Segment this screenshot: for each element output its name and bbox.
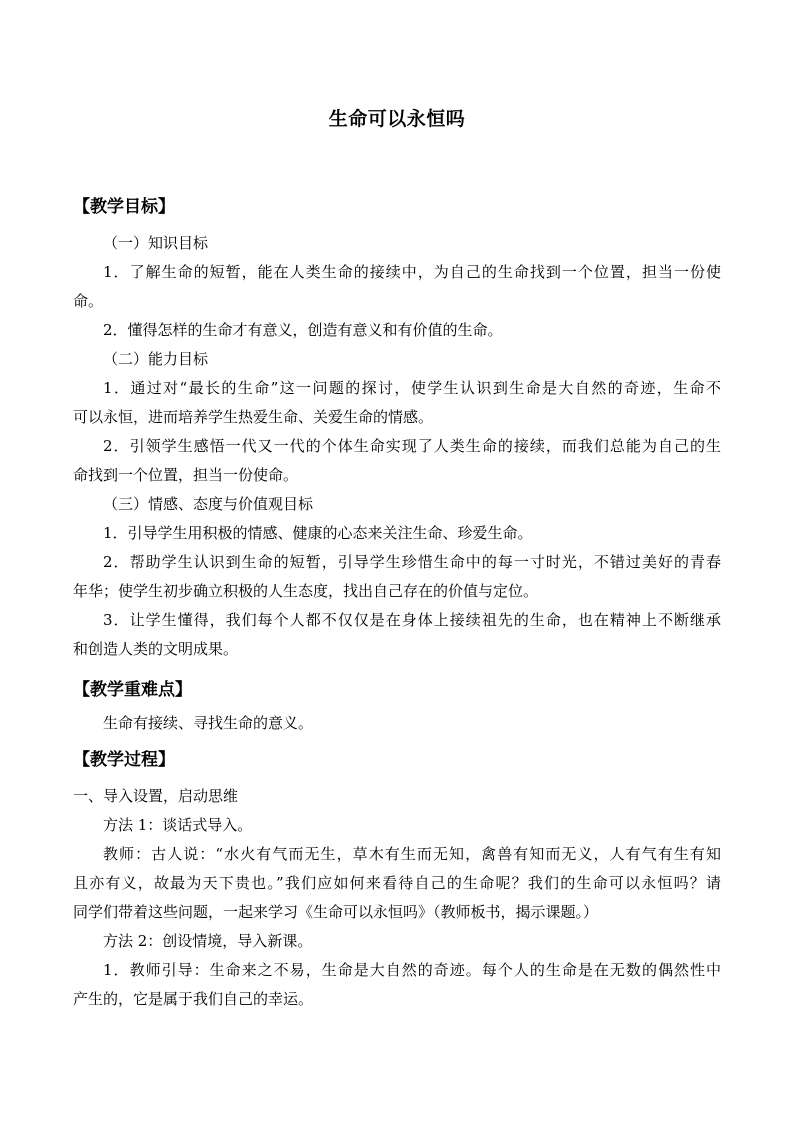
- paragraph-line: 1．教师引导：生命来之不易，生命是大自然的奇迹。每个人的生命是在无数的偶然性中: [103, 961, 721, 979]
- paragraph-line: 1．了解生命的短暂，能在人类生命的接续中，为自己的生命找到一个位置，担当一份使: [103, 263, 721, 281]
- section-heading-objectives: 【教学目标】: [73, 197, 175, 217]
- paragraph-line: 和创造人类的文明成果。: [73, 640, 239, 658]
- page-title: 生命可以永恒吗: [328, 108, 466, 130]
- subheading-ability: （二）能力目标: [103, 350, 209, 368]
- paragraph-line: 3．让学生懂得，我们每个人都不仅仅是在身体上接续祖先的生命，也在精神上不断继承: [103, 611, 721, 629]
- paragraph-line: 1．通过对“最长的生命”这一问题的探讨，使学生认识到生命是大自然的奇迹，生命不: [103, 379, 721, 397]
- subheading-values: （三）情感、态度与价值观目标: [103, 495, 314, 513]
- method-heading: 方法 1：谈话式导入。: [103, 816, 253, 834]
- paragraph-line: 命。: [73, 292, 104, 310]
- paragraph-line: 2．懂得怎样的生命才有意义，创造有意义和有价值的生命。: [103, 321, 503, 339]
- paragraph-line: 生命有接续、寻找生命的意义。: [103, 714, 314, 732]
- paragraph-line: 命找到一个位置，担当一份使命。: [73, 466, 299, 484]
- paragraph-line: 同学们带着这些问题，一起来学习《生命可以永恒吗》（教师板书，揭示课题。）: [73, 903, 599, 921]
- paragraph-line: 2．引领学生感悟一代又一代的个体生命实现了人类生命的接续，而我们总能为自己的生: [103, 437, 721, 455]
- paragraph-line: 产生的，它是属于我们自己的幸运。: [73, 990, 314, 1008]
- paragraph-line: 可以永恒，进而培养学生热爱生命、关爱生命的情感。: [73, 408, 434, 426]
- paragraph-line: 教师：古人说：“水火有气而无生，草木有生而无知，禽兽有知而无义，人有气有生有知: [103, 845, 721, 863]
- paragraph-line: 年华；使学生初步确立积极的人生态度，找出自己存在的价值与定位。: [73, 582, 539, 600]
- paragraph-line: 1．引导学生用积极的情感、健康的心态来关注生命、珍爱生命。: [103, 524, 533, 542]
- subheading-knowledge: （一）知识目标: [103, 234, 209, 252]
- step-heading: 一、导入设置，启动思维: [73, 787, 239, 805]
- method-heading: 方法 2：创设情境，导入新课。: [103, 932, 313, 950]
- section-heading-key-points: 【教学重难点】: [73, 680, 192, 700]
- paragraph-line: 2．帮助学生认识到生命的短暂，引导学生珍惜生命中的每一寸时光，不错过美好的青春: [103, 553, 721, 571]
- paragraph-line: 且亦有义，故最为天下贵也。”我们应如何来看待自己的生命呢？我们的生命可以永恒吗？请: [73, 874, 721, 892]
- section-heading-process: 【教学过程】: [73, 750, 175, 770]
